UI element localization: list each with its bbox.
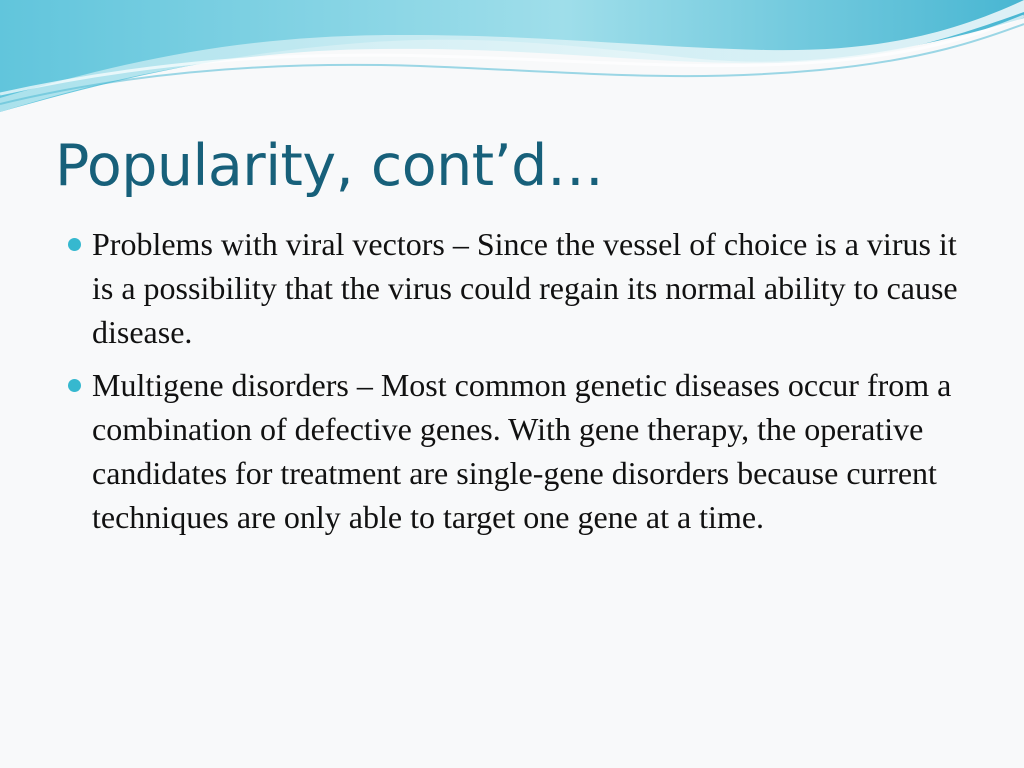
bullet-dot-icon [68, 379, 81, 392]
slide-title: Popularity, cont’d… [55, 133, 604, 199]
bullet-list [62, 222, 982, 548]
list-item [62, 363, 982, 539]
bullet-text: Problems with viral vectors – Since the vessel of choice is a virus it is a possibility that the virus could regain its normal ability to cause disease. [92, 226, 958, 350]
header-wave-decoration [0, 0, 1024, 120]
bullet-dot-icon [68, 238, 81, 251]
list-item [62, 222, 982, 354]
bullet-text: Multigene disorders – Most common genetic diseases occur from a combination of defective genes. With gene therapy, the operative candidates for treatment are single-gene disorders because current techniques are only able to target one gene at a time. [92, 367, 952, 535]
